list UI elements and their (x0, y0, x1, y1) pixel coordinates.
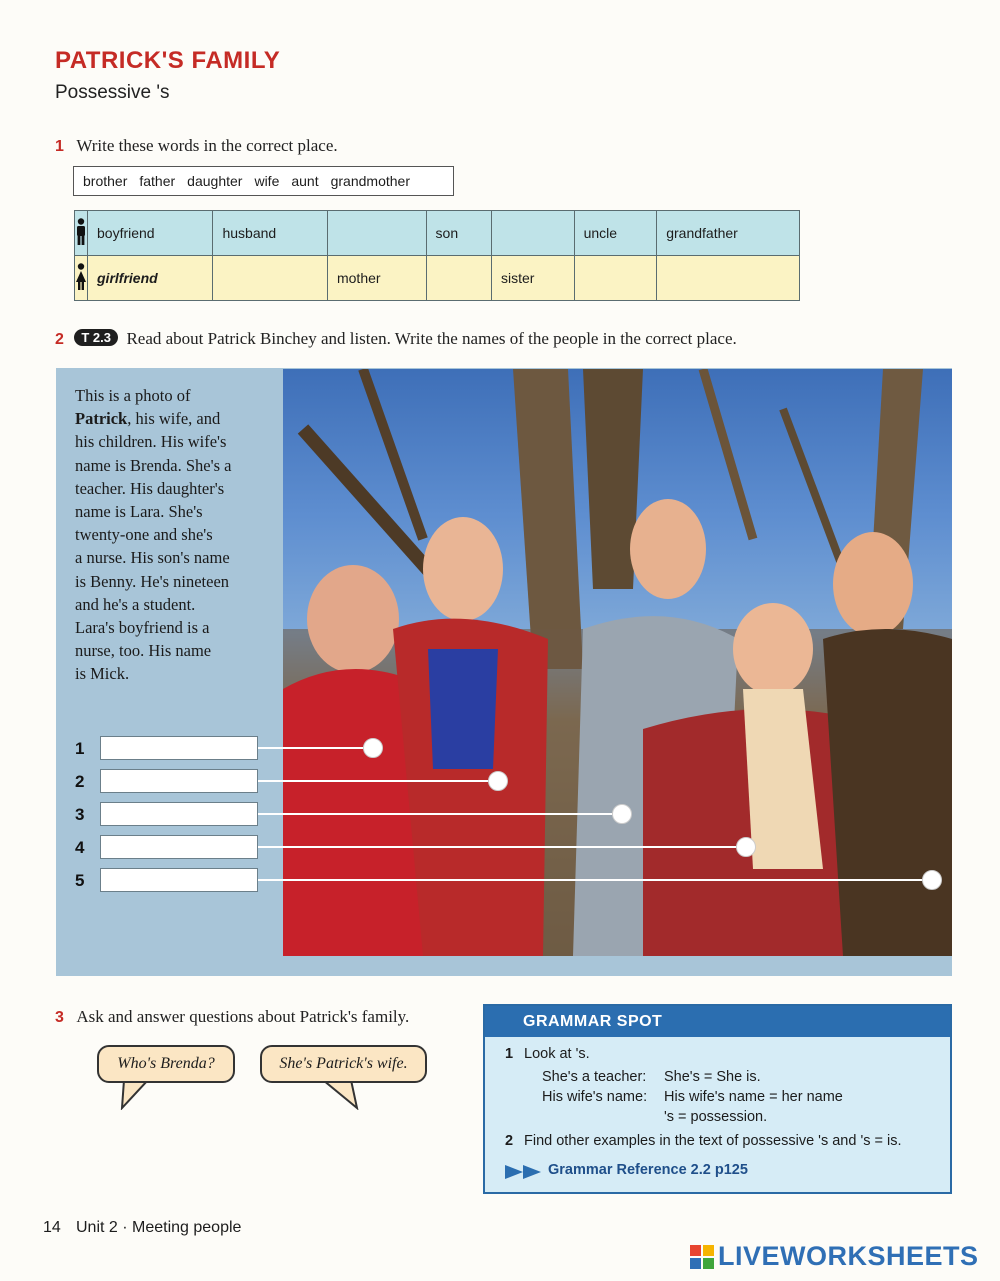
passage-line: twenty-one and she's (75, 525, 213, 545)
woman-icon (75, 256, 88, 301)
grammar-reference-link[interactable]: Grammar Reference 2.2 p125 (548, 1162, 748, 1178)
passage-line: Lara's boyfriend is a (75, 618, 210, 638)
pointer-line (258, 813, 614, 815)
passage-line: is Mick. (75, 664, 130, 684)
exercise-1-heading (55, 136, 338, 156)
exercise-instruction: Write these words in the correct place. (76, 136, 338, 155)
page-title: PATRICK'S FAMILY (55, 47, 281, 74)
grammar-example-right: She's = She is. (664, 1069, 761, 1085)
word-bank (73, 166, 454, 196)
liveworksheets-logo-icon (690, 1245, 714, 1269)
passage-line: and he's a student. (75, 594, 196, 614)
answer-cell[interactable] (213, 256, 328, 301)
double-arrow-icon (505, 1165, 545, 1179)
answer-cell[interactable] (574, 256, 657, 301)
answer-field-2[interactable] (100, 769, 258, 793)
table-cell: girlfriend (88, 256, 213, 301)
table-cell: boyfriend (88, 211, 213, 256)
grammar-item-text: Find other examples in the text of possessive 's and 's = is. (524, 1133, 902, 1149)
unit-title: Unit 2 · Meeting people (76, 1219, 242, 1236)
bubble-tail (315, 1080, 365, 1110)
passage-line: This is a photo of (75, 386, 191, 405)
pointer-line (258, 846, 738, 848)
answer-field-4[interactable] (100, 835, 258, 859)
answer-number: 4 (75, 838, 85, 857)
answer-field-5[interactable] (100, 868, 258, 892)
exercise-number: 1 (55, 138, 64, 155)
audio-track-badge[interactable]: T 2.3 (74, 329, 118, 346)
answer-cell[interactable] (657, 256, 800, 301)
answer-cell[interactable] (327, 211, 426, 256)
brand-wordmark[interactable]: LIVEWORKSHEETS (718, 1241, 979, 1271)
answer-cell[interactable] (426, 256, 491, 301)
exercise-2-heading (55, 329, 737, 349)
pointer-line (258, 879, 924, 881)
grammar-item-number: 2 (505, 1133, 514, 1149)
grammar-example-left: She's a teacher: (542, 1069, 647, 1085)
passage-line: name is Lara. She's (75, 502, 203, 522)
page-subtitle: Possessive 's (55, 82, 170, 103)
grammar-item-number: 1 (505, 1046, 514, 1062)
passage-name: Patrick (75, 409, 128, 429)
exercise-instruction: Read about Patrick Binchey and listen. Write the names of the people in the correct place. (126, 329, 737, 348)
answer-number: 2 (75, 772, 85, 791)
word-bank-item: daughter (187, 173, 243, 189)
word-bank-item: grandmother (330, 173, 410, 189)
man-icon (75, 211, 88, 256)
family-photo (283, 369, 952, 956)
pointer-dot (363, 738, 383, 758)
word-bank-item: wife (254, 173, 280, 189)
exercise-instruction: Ask and answer questions about Patrick's family. (76, 1007, 410, 1026)
passage-line: a nurse. His son's name (75, 548, 230, 568)
answer-field-3[interactable] (100, 802, 258, 826)
pointer-dot (922, 870, 942, 890)
word-bank-item: brother (83, 173, 128, 189)
male-row (75, 211, 800, 256)
table-cell: grandfather (657, 211, 800, 256)
exercise-3-heading (55, 1007, 409, 1027)
answer-number: 3 (75, 805, 85, 824)
word-bank-item: aunt (291, 173, 319, 189)
passage-line: nurse, too. His name (75, 641, 212, 661)
speech-bubble-question: Who's Brenda? (97, 1045, 235, 1083)
answer-number: 1 (75, 739, 85, 758)
table-cell: sister (492, 256, 575, 301)
passage-line: is Benny. He's nineteen (75, 571, 230, 591)
grammar-example-right: His wife's name = her name (664, 1089, 843, 1105)
table-cell: husband (213, 211, 328, 256)
exercise-number: 3 (55, 1009, 64, 1026)
word-bank-item: father (139, 173, 176, 189)
table-cell: son (426, 211, 491, 256)
grammar-example-right: 's = possession. (664, 1109, 768, 1125)
family-words-table (74, 210, 800, 301)
passage-line: , his wife, and (127, 409, 221, 429)
female-row (75, 256, 800, 301)
answer-number: 5 (75, 871, 85, 890)
grammar-spot-heading: GRAMMAR SPOT (485, 1006, 950, 1037)
bubble-tail (118, 1080, 158, 1110)
pointer-line (258, 780, 490, 782)
table-cell: mother (327, 256, 426, 301)
passage-line: his children. His wife's (75, 432, 227, 452)
page-number: 14 (43, 1219, 61, 1236)
answer-cell[interactable] (492, 211, 575, 256)
grammar-item-text: Look at 's. (524, 1046, 590, 1062)
exercise-number: 2 (55, 331, 64, 348)
pointer-dot (488, 771, 508, 791)
passage-line: teacher. His daughter's (75, 478, 225, 498)
grammar-example-left: His wife's name: (542, 1089, 648, 1105)
pointer-dot (612, 804, 632, 824)
answer-field-1[interactable] (100, 736, 258, 760)
passage-line: name is Brenda. She's a (75, 455, 232, 475)
pointer-dot (736, 837, 756, 857)
table-cell: uncle (574, 211, 657, 256)
pointer-line (258, 747, 364, 749)
speech-bubble-answer: She's Patrick's wife. (260, 1045, 427, 1083)
reading-passage (75, 384, 270, 686)
